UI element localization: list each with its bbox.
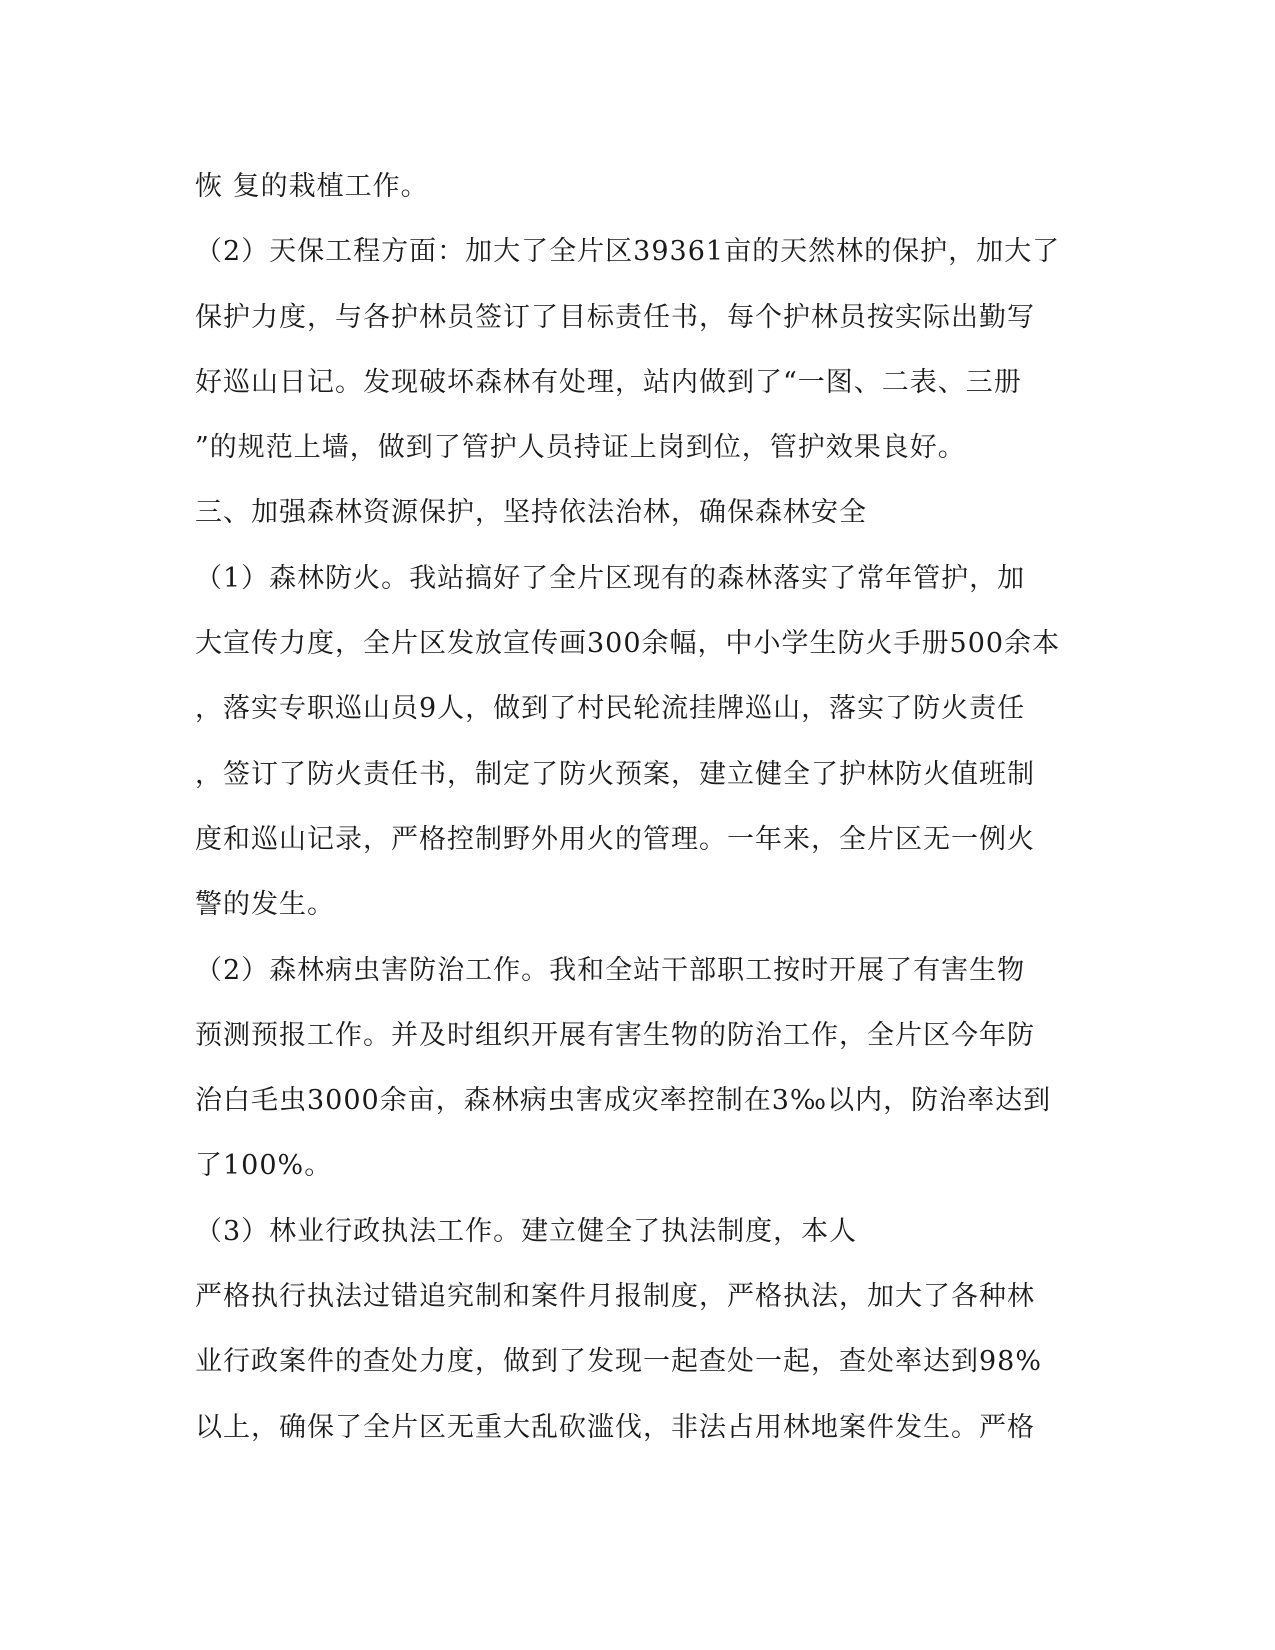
- text-line: 治白毛虫3000余亩，森林病虫害成灾率控制在3‰以内，防治率达到: [195, 1085, 1052, 1117]
- text-line: 了100%。: [195, 1150, 333, 1182]
- text-line: （2）天保工程方面：加大了全片区39361亩的天然林的保护，加大了: [195, 236, 1061, 268]
- text-line: 度和巡山记录，严格控制野外用火的管理。一年来，全片区无一例火: [195, 823, 1035, 855]
- text-line: 严格执行执法过错追究制和案件月报制度，严格执法，加大了各种林: [195, 1281, 1035, 1313]
- text-line: ”的规范上墙，做到了管护人员持证上岗到位，管护效果良好。: [195, 432, 966, 464]
- text-line: ，落实专职巡山员9人，做到了村民轮流挂牌巡山，落实了防火责任: [195, 693, 1026, 725]
- section-heading: 三、加强森林资源保护，坚持依法治林，确保森林安全: [195, 497, 867, 529]
- text-line: 警的发生。: [195, 889, 335, 921]
- text-line: 大宣传力度，全片区发放宣传画300余幅，中小学生防火手册500余本: [195, 628, 1061, 660]
- body-text: [195, 154, 1075, 1460]
- text-line: 业行政案件的查处力度，做到了发现一起查处一起，查处率达到98%: [195, 1346, 1043, 1378]
- text-line: 保护力度，与各护林员签订了目标责任书，每个护林员按实际出勤写: [195, 301, 1035, 333]
- text-line: （2）森林病虫害防治工作。我和全站干部职工按时开展了有害生物: [195, 954, 1026, 986]
- text-line: 好巡山日记。发现破坏森林有处理，站内做到了“一图、二表、三册: [195, 366, 1022, 398]
- text-line: ，签订了防火责任书，制定了防火预案，建立健全了护林防火值班制: [195, 758, 1035, 790]
- text-line: 预测预报工作。并及时组织开展有害生物的防治工作，全片区今年防: [195, 1019, 1035, 1051]
- text-line: 以上，确保了全片区无重大乱砍滥伐，非法占用林地案件发生。严格: [195, 1411, 1035, 1443]
- text-line: （3）林业行政执法工作。建立健全了执法制度，本人: [195, 1215, 858, 1247]
- text-line: 恢 复的栽植工作。: [195, 171, 429, 202]
- text-line: （1）森林防火。我站搞好了全片区现有的森林落实了常年管护，加: [195, 562, 1026, 594]
